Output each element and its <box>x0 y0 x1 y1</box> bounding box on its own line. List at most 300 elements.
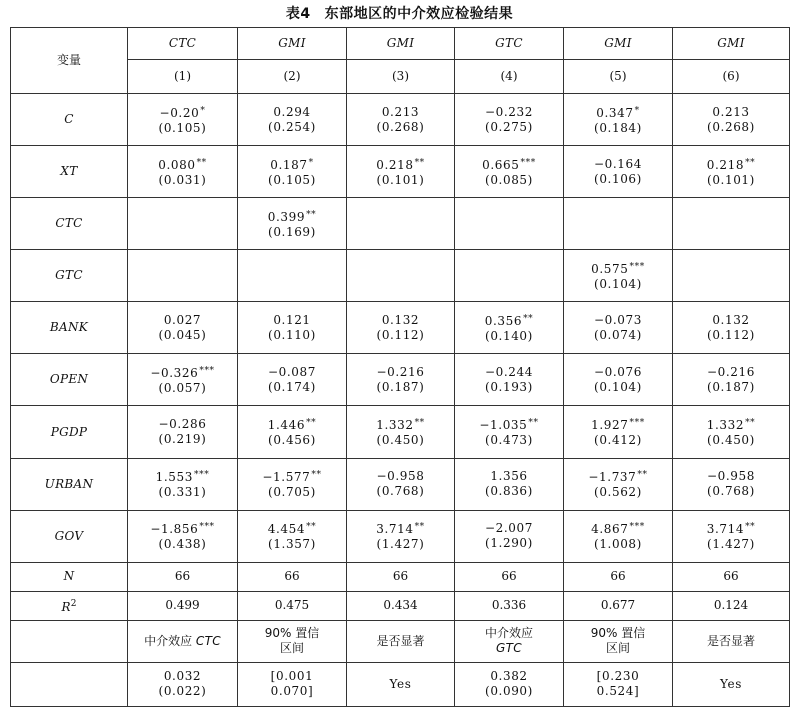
coefficient <box>566 520 670 537</box>
header-num-row <box>11 60 790 94</box>
mediation-value-line1: [0.230 <box>596 669 640 684</box>
standard-error: (0.562) <box>594 485 642 500</box>
standard-error: (0.112) <box>707 327 755 342</box>
standard-error: (0.106) <box>594 171 642 186</box>
coefficient-cell <box>673 146 790 198</box>
standard-error: (0.105) <box>158 120 207 135</box>
coefficient <box>457 105 561 120</box>
mediation-value <box>347 662 455 706</box>
standard-error: (0.705) <box>268 485 316 500</box>
significance-stars: ** <box>523 313 534 324</box>
standard-error: (0.104) <box>594 379 642 394</box>
mediation-value-line1: 0.032 <box>163 669 202 684</box>
standard-error: (0.450) <box>376 433 425 447</box>
coefficient-value: −0.244 <box>484 364 533 379</box>
table-row <box>11 302 790 354</box>
standard-error: (1.427) <box>376 537 425 552</box>
significance-stars: ** <box>745 522 756 533</box>
standard-error: (1.008) <box>594 537 642 552</box>
coefficient-cell <box>238 250 347 302</box>
variable-header: 变量 <box>11 28 128 94</box>
coefficient-value: 0.356 <box>484 313 523 328</box>
mediation-label-row <box>11 620 790 662</box>
significance-stars: *** <box>520 157 536 168</box>
coefficient-cell <box>564 458 673 510</box>
coefficient <box>240 365 344 380</box>
r-squared-value: 0.434 <box>347 591 455 620</box>
coefficient-value: −2.007 <box>484 521 533 536</box>
coefficient-value: −1.035 <box>479 418 528 432</box>
significance-stars: ** <box>414 157 425 168</box>
standard-error: (0.450) <box>707 433 755 447</box>
coefficient-value: 0.218 <box>376 157 414 172</box>
significance-stars: * <box>200 105 206 116</box>
coefficient-value: 0.132 <box>381 312 420 327</box>
column-number: (4) <box>455 60 564 94</box>
coefficient <box>240 156 344 173</box>
significance-stars: ** <box>414 418 425 428</box>
coefficient <box>457 469 561 484</box>
mediation-value-line2: (0.022) <box>158 684 207 699</box>
standard-error: (0.473) <box>485 433 533 447</box>
coefficient-value: 0.218 <box>706 157 745 172</box>
coefficient-cell <box>128 250 238 302</box>
coefficient-value: −0.232 <box>484 104 533 119</box>
mediation-label-cn: 中介效应 <box>484 626 533 641</box>
coefficient-cell <box>455 406 564 458</box>
coefficient-cell <box>673 302 790 354</box>
coefficient-value: 0.080 <box>158 157 196 172</box>
coefficient-value: 1.332 <box>706 418 745 432</box>
standard-error: (0.074) <box>594 327 642 342</box>
coefficient-cell <box>455 510 564 562</box>
coefficient <box>566 157 670 172</box>
standard-error: (0.174) <box>268 379 316 394</box>
coefficient <box>130 156 235 173</box>
coefficient-cell <box>673 354 790 406</box>
coefficient-value: 0.027 <box>163 312 202 327</box>
coefficient-value: 1.332 <box>376 418 414 432</box>
mediation-value-row <box>11 662 790 706</box>
significance-stars: * <box>634 105 640 116</box>
mediation-value <box>238 662 347 706</box>
coefficient-cell <box>347 94 455 146</box>
significance-stars: *** <box>199 522 215 533</box>
mediation-label-cn2: 区间 <box>605 641 630 656</box>
coefficient-value: 0.399 <box>267 209 306 224</box>
coefficient-cell <box>128 302 238 354</box>
coefficient-cell <box>564 302 673 354</box>
coefficient-cell <box>128 406 238 458</box>
mediation-value-line2: 0.524] <box>596 684 640 699</box>
significance-stars: ** <box>528 418 539 428</box>
significance-stars: *** <box>199 365 215 376</box>
coefficient-value: 1.927 <box>591 418 629 432</box>
coefficient <box>349 156 452 173</box>
coefficient <box>240 105 344 120</box>
standard-error: (0.057) <box>158 380 207 395</box>
table-row <box>11 94 790 146</box>
mediation-value <box>128 662 238 706</box>
coefficient-value: 0.294 <box>273 104 311 119</box>
mediation-value <box>564 662 673 706</box>
coefficient-cell <box>238 406 347 458</box>
coefficient-cell <box>238 146 347 198</box>
mediation-label <box>673 620 790 662</box>
significance-stars: *** <box>629 261 645 272</box>
coefficient-value: −0.076 <box>593 364 642 379</box>
coefficient-cell <box>128 458 238 510</box>
coefficient <box>566 104 670 121</box>
variable-name: GOV <box>11 510 128 562</box>
coefficient-cell <box>238 510 347 562</box>
n-value: 66 <box>238 562 347 591</box>
mediation-label-cn: 是否显著 <box>376 633 425 648</box>
coefficient <box>240 416 344 433</box>
table-body <box>11 28 790 707</box>
coefficient-cell <box>347 198 455 250</box>
coefficient-value: 0.132 <box>712 312 750 327</box>
coefficient-value: −1.577 <box>262 470 311 485</box>
standard-error: (0.140) <box>485 328 533 343</box>
coefficient <box>349 365 452 380</box>
coefficient-cell <box>347 458 455 510</box>
coefficient <box>675 105 787 120</box>
coefficient-cell <box>347 406 455 458</box>
table-row <box>11 146 790 198</box>
standard-error: (0.085) <box>485 172 533 187</box>
coefficient-cell <box>564 510 673 562</box>
standard-error: (0.187) <box>376 379 425 394</box>
coefficient <box>130 468 235 485</box>
coefficient <box>457 365 561 380</box>
coefficient <box>240 208 344 225</box>
coefficient-value: 0.665 <box>482 157 520 172</box>
n-value: 66 <box>128 562 238 591</box>
standard-error: (0.268) <box>376 119 425 134</box>
coefficient <box>349 520 452 537</box>
coefficient-value: −0.958 <box>376 469 425 484</box>
dep-var-header: GMI <box>673 28 790 60</box>
coefficient-cell <box>128 510 238 562</box>
significance-stars: ** <box>196 157 207 168</box>
standard-error: (0.101) <box>707 172 755 187</box>
observations-row <box>11 562 790 591</box>
standard-error: (0.104) <box>594 276 642 291</box>
standard-error: (1.427) <box>707 537 755 552</box>
standard-error: (0.456) <box>268 433 316 447</box>
coefficient-cell <box>238 302 347 354</box>
coefficient <box>675 416 787 433</box>
variable-name: XT <box>11 146 128 198</box>
significance-stars: ** <box>414 522 425 533</box>
coefficient <box>130 364 235 381</box>
n-value: 66 <box>564 562 673 591</box>
coefficient-value: 1.356 <box>490 469 528 484</box>
significance-stars: ** <box>306 522 317 533</box>
coefficient-value: −0.286 <box>158 417 207 431</box>
coefficient-cell <box>455 458 564 510</box>
coefficient-cell <box>128 94 238 146</box>
r-squared-label: R <box>61 599 71 614</box>
r-squared-value: 0.336 <box>455 591 564 620</box>
coefficient-value: −0.164 <box>593 156 642 171</box>
coefficient <box>240 520 344 537</box>
significance-stars: *** <box>629 418 645 428</box>
standard-error: (1.290) <box>485 536 533 551</box>
n-value: 66 <box>673 562 790 591</box>
table-row <box>11 354 790 406</box>
coefficient <box>675 365 787 380</box>
variable-name: C <box>11 94 128 146</box>
coefficient-cell <box>128 354 238 406</box>
dep-var-header: GMI <box>564 28 673 60</box>
coefficient <box>675 520 787 537</box>
table-number: 表4 <box>285 6 311 22</box>
mediation-label-var: CTC <box>195 633 221 648</box>
coefficient-cell <box>564 406 673 458</box>
coefficient-value: −0.216 <box>376 364 425 379</box>
header-dep-row <box>11 28 790 60</box>
coefficient <box>349 469 452 484</box>
standard-error: (0.112) <box>376 327 425 342</box>
empty-cell <box>11 662 128 706</box>
standard-error: (0.768) <box>376 484 425 499</box>
mediation-label-cn: 90% 置信 <box>590 626 646 641</box>
r-squared-value: 0.499 <box>128 591 238 620</box>
coefficient-cell <box>673 458 790 510</box>
coefficient <box>349 313 452 328</box>
standard-error: (0.275) <box>485 119 533 134</box>
mediation-value <box>455 662 564 706</box>
variable-name: BANK <box>11 302 128 354</box>
variable-name: URBAN <box>11 458 128 510</box>
column-number: (2) <box>238 60 347 94</box>
coefficient-cell <box>564 354 673 406</box>
coefficient-cell <box>238 198 347 250</box>
standard-error: (0.254) <box>268 119 316 134</box>
variable-name: CTC <box>11 198 128 250</box>
standard-error: (0.105) <box>268 172 316 187</box>
mediation-value-line1: Yes <box>389 676 412 691</box>
coefficient-value: 4.454 <box>267 522 306 537</box>
coefficient-cell <box>673 510 790 562</box>
coefficient-cell <box>564 250 673 302</box>
coefficient-cell <box>238 94 347 146</box>
significance-stars: ** <box>306 418 317 428</box>
coefficient <box>130 520 235 537</box>
n-value: 66 <box>347 562 455 591</box>
n-label: N <box>11 562 128 591</box>
column-number: (5) <box>564 60 673 94</box>
coefficient-cell <box>238 354 347 406</box>
table-title: 东部地区的中介效应检验结果 <box>324 6 514 22</box>
mediation-label-var: GTC <box>496 641 522 656</box>
coefficient <box>566 260 670 277</box>
column-number: (1) <box>128 60 238 94</box>
coefficient-value: 0.213 <box>381 104 420 119</box>
variable-name: PGDP <box>11 406 128 458</box>
coefficient-cell <box>673 406 790 458</box>
significance-stars: * <box>308 157 314 168</box>
mediation-value-line1: [0.001 <box>270 669 314 684</box>
coefficient-cell <box>347 250 455 302</box>
table-row <box>11 198 790 250</box>
coefficient <box>240 313 344 328</box>
standard-error: (0.768) <box>707 484 755 499</box>
standard-error: (0.187) <box>707 379 755 394</box>
n-value: 66 <box>455 562 564 591</box>
significance-stars: ** <box>745 157 756 168</box>
standard-error: (1.357) <box>268 537 316 552</box>
mediation-label <box>238 620 347 662</box>
table-row <box>11 510 790 562</box>
coefficient-value: 0.187 <box>270 157 308 172</box>
significance-stars: ** <box>306 209 317 220</box>
significance-stars: ** <box>745 418 756 428</box>
coefficient <box>457 416 561 433</box>
coefficient <box>457 312 561 329</box>
standard-error: (0.031) <box>158 172 207 187</box>
empty-cell <box>11 620 128 662</box>
significance-stars: *** <box>194 470 210 481</box>
mediation-label-cn2: 区间 <box>279 641 304 656</box>
coefficient <box>240 468 344 485</box>
dep-var-header: GTC <box>455 28 564 60</box>
mediation-label <box>455 620 564 662</box>
coefficient <box>349 416 452 433</box>
r-squared-row <box>11 591 790 620</box>
r-squared-value: 0.475 <box>238 591 347 620</box>
coefficient-cell <box>455 250 564 302</box>
coefficient-cell <box>673 198 790 250</box>
standard-error: (0.836) <box>485 484 533 499</box>
table-row <box>11 458 790 510</box>
coefficient-cell <box>347 302 455 354</box>
coefficient-value: 0.121 <box>273 312 311 327</box>
mediation-label-cn: 中介效应 <box>144 633 193 648</box>
coefficient-cell <box>238 458 347 510</box>
coefficient-value: 0.213 <box>712 104 750 119</box>
standard-error: (0.412) <box>594 433 642 447</box>
dep-var-header: GMI <box>238 28 347 60</box>
table-row <box>11 250 790 302</box>
coefficient <box>566 313 670 328</box>
coefficient-value: 0.575 <box>591 261 629 276</box>
coefficient-cell <box>455 146 564 198</box>
standard-error: (0.193) <box>485 379 533 394</box>
coefficient <box>349 105 452 120</box>
coefficient-value: −0.216 <box>706 364 755 379</box>
standard-error: (0.438) <box>158 537 207 552</box>
coefficient <box>130 104 235 121</box>
dep-var-header: CTC <box>128 28 238 60</box>
coefficient-value: −0.073 <box>593 312 642 327</box>
standard-error: (0.101) <box>376 172 425 187</box>
coefficient-value: 4.867 <box>591 522 629 537</box>
mediation-value-line2: (0.090) <box>485 684 533 699</box>
standard-error: (0.219) <box>158 432 207 446</box>
mediation-label <box>128 620 238 662</box>
r-squared-exponent: 2 <box>70 598 77 609</box>
coefficient-cell <box>347 510 455 562</box>
coefficient-cell <box>128 146 238 198</box>
coefficient-cell <box>564 94 673 146</box>
variable-name: GTC <box>11 250 128 302</box>
coefficient <box>675 156 787 173</box>
column-number: (3) <box>347 60 455 94</box>
coefficient-value: −1.737 <box>588 470 637 485</box>
mediation-label-cn: 90% 置信 <box>264 626 320 641</box>
standard-error: (0.045) <box>158 327 207 342</box>
coefficient-value: 1.553 <box>155 470 194 485</box>
coefficient-cell <box>673 250 790 302</box>
mediation-value <box>673 662 790 706</box>
coefficient-value: −0.958 <box>706 469 755 484</box>
coefficient <box>130 417 235 432</box>
coefficient-cell <box>455 198 564 250</box>
variable-name: OPEN <box>11 354 128 406</box>
coefficient-cell <box>455 94 564 146</box>
significance-stars: *** <box>629 522 645 533</box>
coefficient <box>457 156 561 173</box>
dep-var-header: GMI <box>347 28 455 60</box>
coefficient-value: 1.446 <box>267 418 306 432</box>
coefficient-cell <box>455 302 564 354</box>
coefficient-cell <box>455 354 564 406</box>
coefficient <box>457 521 561 536</box>
standard-error: (0.268) <box>707 119 755 134</box>
significance-stars: ** <box>637 470 648 481</box>
coefficient <box>675 469 787 484</box>
coefficient <box>130 313 235 328</box>
coefficient-cell <box>128 198 238 250</box>
coefficient-value: 3.714 <box>376 522 414 537</box>
coefficient <box>566 416 670 433</box>
coefficient-cell <box>347 146 455 198</box>
coefficient-value: 3.714 <box>706 522 745 537</box>
table-caption <box>0 3 799 23</box>
coefficient-value: −0.087 <box>267 364 316 379</box>
results-table <box>10 27 790 707</box>
coefficient-cell <box>564 198 673 250</box>
standard-error: (0.331) <box>158 485 207 500</box>
coefficient-cell <box>564 146 673 198</box>
mediation-value-line1: Yes <box>720 676 742 691</box>
significance-stars: ** <box>311 470 322 481</box>
r-squared-value: 0.124 <box>673 591 790 620</box>
r-squared-label-cell <box>11 591 128 620</box>
standard-error: (0.169) <box>268 224 316 239</box>
mediation-label <box>564 620 673 662</box>
coefficient-cell <box>673 94 790 146</box>
coefficient-cell <box>347 354 455 406</box>
coefficient-value: −0.326 <box>150 365 199 380</box>
mediation-label-cn: 是否显著 <box>706 633 755 648</box>
column-number: (6) <box>673 60 790 94</box>
coefficient-value: −0.20 <box>159 105 200 120</box>
coefficient-value: 0.347 <box>596 105 634 120</box>
mediation-label <box>347 620 455 662</box>
coefficient <box>675 313 787 328</box>
standard-error: (0.184) <box>594 120 642 135</box>
coefficient <box>566 468 670 485</box>
r-squared-value: 0.677 <box>564 591 673 620</box>
mediation-value-line1: 0.382 <box>490 669 528 684</box>
standard-error: (0.110) <box>268 327 316 342</box>
coefficient <box>566 365 670 380</box>
mediation-value-line2: 0.070] <box>270 684 314 699</box>
